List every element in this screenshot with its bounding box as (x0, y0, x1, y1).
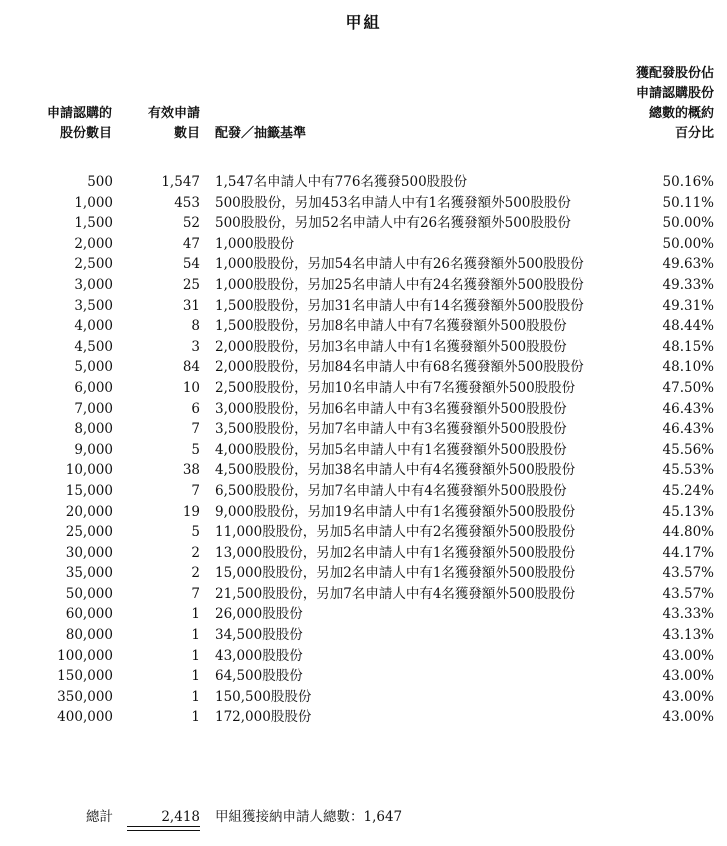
table-row (0, 254, 727, 275)
cell-num-applications: 19 (182, 503, 200, 520)
cell-shares-applied: 6,000 (74, 379, 113, 396)
cell-percentage: 43.33% (662, 606, 714, 623)
table-row (0, 460, 727, 481)
table-row (0, 687, 727, 708)
cell-basis: 26,000股股份 (215, 606, 303, 623)
cell-basis: 9,000股股份，另加19名申請人中有1名獲發額外500股股份 (215, 503, 576, 520)
cell-percentage: 43.13% (662, 627, 714, 644)
header-num-applications-line1: 有效申請 (147, 106, 200, 121)
cell-shares-applied: 1,000 (74, 194, 113, 211)
cell-num-applications: 54 (182, 256, 200, 273)
cell-basis: 64,500股股份 (215, 668, 303, 685)
table-row (0, 646, 727, 667)
cell-shares-applied: 80,000 (65, 627, 113, 644)
cell-basis: 172,000股股份 (215, 709, 312, 726)
table-row (0, 481, 727, 502)
total-value: 2,418 (161, 809, 200, 825)
table-row (0, 234, 727, 255)
table-row (0, 502, 727, 523)
cell-num-applications: 5 (191, 524, 200, 541)
cell-basis: 500股股份，另加453名申請人中有1名獲發額外500股股份 (215, 194, 571, 211)
table-row (0, 584, 727, 605)
cell-percentage: 43.00% (662, 668, 714, 685)
cell-basis: 13,000股股份，另加2名申請人中有1名獲發額外500股股份 (215, 544, 576, 561)
table-row (0, 666, 727, 687)
table-row (0, 522, 727, 543)
cell-shares-applied: 10,000 (65, 462, 113, 479)
cell-num-applications: 38 (182, 462, 200, 479)
cell-percentage: 48.44% (662, 318, 714, 335)
total-double-underline (127, 826, 200, 831)
cell-percentage: 49.63% (662, 256, 714, 273)
cell-shares-applied: 30,000 (65, 544, 113, 561)
header-shares-applied-line2: 股份數目 (59, 126, 112, 141)
cell-num-applications: 8 (191, 318, 200, 335)
cell-shares-applied: 2,000 (74, 235, 113, 252)
header-shares-applied-line1: 申請認購的 (46, 106, 112, 121)
cell-basis: 1,000股股份，另加54名申請人中有26名獲發額外500股股份 (215, 256, 584, 273)
cell-basis: 21,500股股份，另加7名申請人中有4名獲發額外500股股份 (215, 585, 576, 602)
cell-basis: 4,000股股份，另加5名申請人中有1名獲發額外500股股份 (215, 441, 567, 458)
cell-percentage: 46.43% (662, 421, 714, 438)
cell-basis: 15,000股股份，另加2名申請人中有1名獲發額外500股股份 (215, 565, 576, 582)
table-row (0, 419, 727, 440)
page-title: 甲組 (345, 13, 382, 32)
cell-basis: 3,000股股份，另加6名申請人中有3名獲發額外500股股份 (215, 400, 567, 417)
cell-percentage: 43.57% (662, 565, 714, 582)
cell-shares-applied: 100,000 (57, 647, 113, 664)
cell-shares-applied: 7,000 (74, 400, 113, 417)
table-row (0, 172, 727, 193)
header-percentage (636, 64, 714, 144)
cell-basis: 1,547名申請人中有776名獲發500股股份 (215, 174, 468, 190)
cell-basis: 6,500股股份，另加7名申請人中有4名獲發額外500股股份 (215, 482, 567, 499)
table-row (0, 357, 727, 378)
cell-num-applications: 1 (191, 647, 200, 664)
cell-percentage: 44.17% (662, 544, 714, 561)
cell-shares-applied: 9,000 (74, 441, 113, 458)
cell-percentage: 49.31% (662, 297, 714, 314)
table-row (0, 625, 727, 646)
table-row (0, 337, 727, 358)
cell-shares-applied: 350,000 (57, 688, 113, 705)
cell-basis: 2,500股股份，另加10名申請人中有7名獲發額外500股股份 (215, 379, 576, 396)
cell-shares-applied: 20,000 (65, 503, 113, 520)
table-row (0, 316, 727, 337)
cell-shares-applied: 3,000 (74, 276, 113, 293)
cell-basis: 1,000股股份，另加25名申請人中有24名獲發額外500股股份 (215, 276, 584, 293)
table-row (0, 604, 727, 625)
cell-num-applications: 1 (191, 668, 200, 685)
cell-num-applications: 25 (182, 276, 200, 293)
header-num-applications (120, 104, 200, 144)
cell-percentage: 50.00% (662, 215, 714, 232)
cell-basis: 500股股份，另加52名申請人中有26名獲發額外500股股份 (215, 215, 571, 232)
cell-percentage: 43.00% (662, 647, 714, 664)
cell-num-applications: 7 (191, 421, 200, 438)
table-row (0, 440, 727, 461)
header-shares-applied (20, 104, 112, 144)
header-percentage-line3: 總數的概約 (648, 106, 714, 121)
cell-shares-applied: 8,000 (74, 421, 113, 438)
cell-basis: 11,000股股份，另加5名申請人中有2名獲發額外500股股份 (215, 524, 576, 541)
header-percentage-line4: 百分比 (674, 126, 714, 141)
cell-num-applications: 1 (191, 627, 200, 644)
cell-basis: 2,000股股份，另加3名申請人中有1名獲發額外500股股份 (215, 338, 567, 355)
table-row (0, 296, 727, 317)
cell-shares-applied: 50,000 (65, 585, 113, 602)
cell-basis: 2,000股股份，另加84名申請人中有68名獲發額外500股股份 (215, 359, 584, 376)
cell-num-applications: 1 (191, 688, 200, 705)
cell-shares-applied: 25,000 (65, 524, 113, 541)
cell-shares-applied: 3,500 (74, 297, 113, 314)
cell-num-applications: 3 (191, 338, 200, 355)
total-description: 甲組獲接納申請人總數：1,647 (215, 809, 403, 825)
cell-percentage: 43.00% (662, 688, 714, 705)
cell-percentage: 45.24% (662, 482, 714, 499)
cell-basis: 43,000股股份 (215, 647, 303, 664)
cell-basis: 4,500股股份，另加38名申請人中有4名獲發額外500股股份 (215, 462, 576, 479)
cell-num-applications: 84 (182, 359, 200, 376)
cell-percentage: 46.43% (662, 400, 714, 417)
cell-num-applications: 2 (191, 544, 200, 561)
cell-basis: 1,500股股份，另加31名申請人中有14名獲發額外500股股份 (215, 297, 584, 314)
cell-basis: 150,500股股份 (215, 688, 312, 705)
table-row (0, 275, 727, 296)
table-row (0, 378, 727, 399)
cell-shares-applied: 2,500 (74, 256, 113, 273)
header-percentage-line1: 獲配發股份佔 (635, 66, 714, 81)
cell-basis: 1,000股股份 (215, 235, 295, 252)
cell-percentage: 45.56% (662, 441, 714, 458)
table-row (0, 543, 727, 564)
cell-shares-applied: 35,000 (65, 565, 113, 582)
cell-percentage: 48.15% (662, 338, 714, 355)
cell-percentage: 50.11% (662, 194, 714, 211)
cell-percentage: 45.53% (662, 462, 714, 479)
table-row (0, 563, 727, 584)
cell-num-applications: 52 (182, 215, 200, 232)
cell-num-applications: 1 (191, 606, 200, 623)
cell-percentage: 43.00% (662, 709, 714, 726)
allocation-table (0, 172, 727, 728)
cell-shares-applied: 150,000 (57, 668, 113, 685)
cell-shares-applied: 4,000 (74, 318, 113, 335)
total-label: 總計 (86, 809, 113, 825)
header-percentage-line2: 申請認購股份 (635, 86, 714, 101)
cell-num-applications: 1,547 (161, 174, 200, 190)
cell-shares-applied: 60,000 (65, 606, 113, 623)
cell-percentage: 48.10% (662, 359, 714, 376)
cell-shares-applied: 15,000 (65, 482, 113, 499)
cell-shares-applied: 5,000 (74, 359, 113, 376)
cell-percentage: 43.57% (662, 585, 714, 602)
table-row (0, 193, 727, 214)
cell-num-applications: 1 (191, 709, 200, 726)
cell-num-applications: 47 (182, 235, 200, 252)
cell-percentage: 50.00% (662, 235, 714, 252)
table-row (0, 213, 727, 234)
header-basis-text: 配發／抽籤基準 (215, 126, 307, 141)
cell-shares-applied: 500 (87, 174, 113, 190)
cell-shares-applied: 400,000 (57, 709, 113, 726)
cell-num-applications: 2 (191, 565, 200, 582)
cell-shares-applied: 1,500 (74, 215, 113, 232)
cell-percentage: 50.16% (662, 174, 714, 190)
cell-shares-applied: 4,500 (74, 338, 113, 355)
cell-num-applications: 31 (182, 297, 200, 314)
cell-num-applications: 6 (191, 400, 200, 417)
cell-basis: 1,500股股份，另加8名申請人中有7名獲發額外500股股份 (215, 318, 567, 335)
header-basis (215, 124, 306, 144)
cell-num-applications: 5 (191, 441, 200, 458)
cell-percentage: 47.50% (662, 379, 714, 396)
cell-num-applications: 7 (191, 585, 200, 602)
header-num-applications-line2: 數目 (173, 126, 200, 141)
cell-basis: 3,500股股份，另加7名申請人中有3名獲發額外500股股份 (215, 421, 567, 438)
table-row (0, 399, 727, 420)
table-row (0, 707, 727, 728)
cell-basis: 34,500股股份 (215, 627, 303, 644)
cell-percentage: 44.80% (662, 524, 714, 541)
cell-num-applications: 453 (174, 194, 200, 211)
cell-percentage: 45.13% (662, 503, 714, 520)
cell-num-applications: 7 (191, 482, 200, 499)
total-row (0, 806, 727, 828)
cell-percentage: 49.33% (662, 276, 714, 293)
cell-num-applications: 10 (182, 379, 200, 396)
